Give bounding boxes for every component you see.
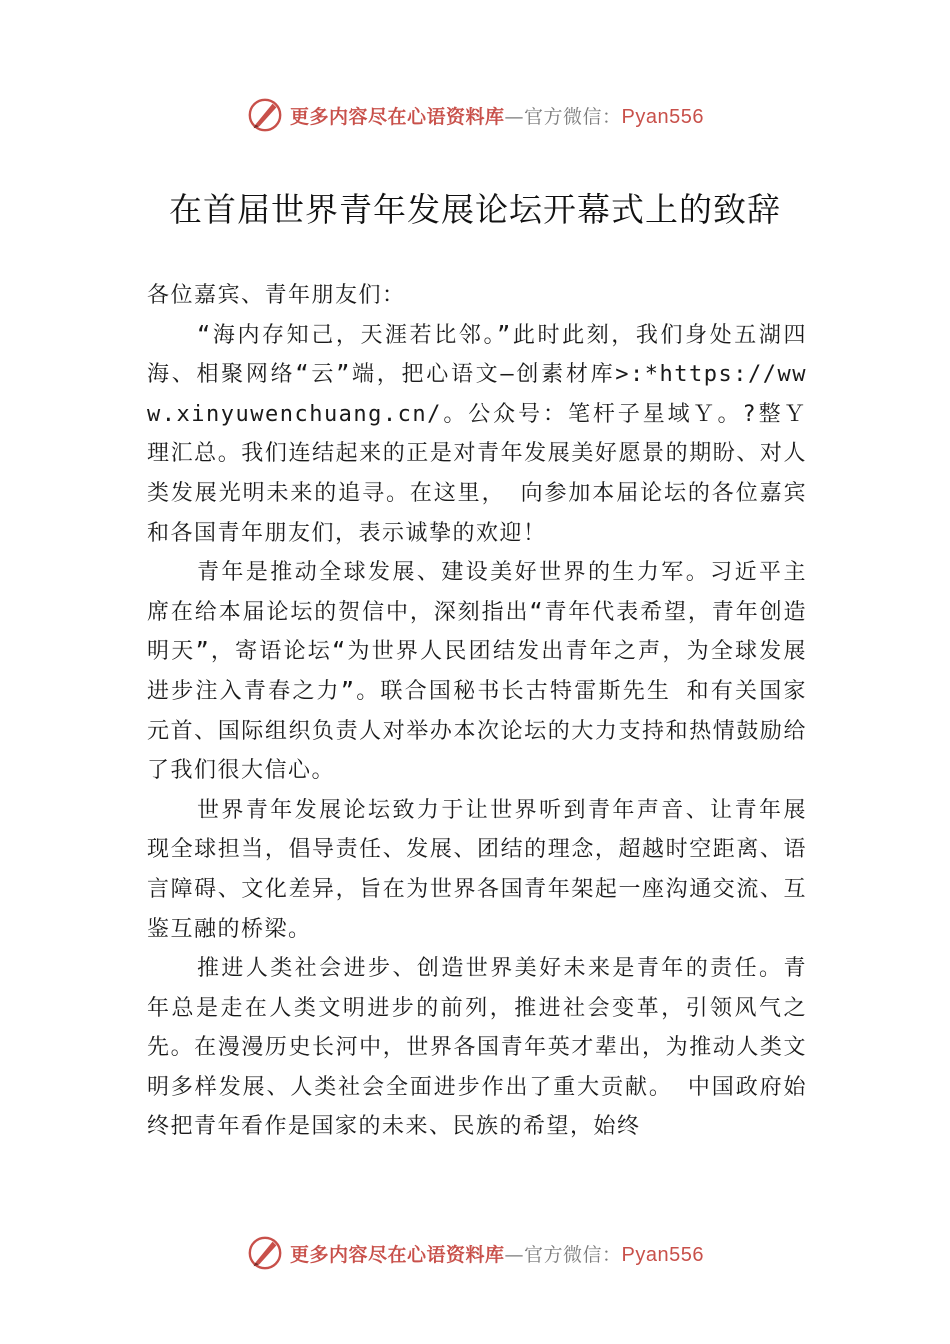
- footer-banner: [0, 1233, 950, 1273]
- banner-dash: —: [504, 105, 525, 128]
- wechat-id: Pyan556: [621, 1243, 704, 1266]
- banner-dash: —: [504, 1243, 525, 1266]
- pen-logo-icon: [246, 96, 284, 134]
- paragraph: 青年是推动全球发展、建设美好世界的生力军。习近平主席在给本届论坛的贺信中，深刻指出“青年代表希望，青年创造明天”，寄语论坛“为世界人民团结发出青年之声，为全球发展进步注入青春之力”。联合国秘书长古特雷斯先生 和有关国家元首、国际组织负责人对举办本次论坛的大力支持和热情鼓励给了我们很大信心。: [147, 560, 807, 784]
- header-banner: [0, 95, 950, 135]
- paragraph: “海内存知己，天涯若比邻。”此时此刻，我们身处五湖四海、相聚网络“云”端，把心语文—创素材库>:*https://www.xinyuwenchuang.cn/。公众号：笔杆子星域Ｙ。?整Ｙ理汇总。我们连结起来的正是对青年发展美好愿景的期盼、对人类发展光明未来的追寻。在这里， 向参加本届论坛的各位嘉宾和各国青年朋友们，表示诚挚的欢迎！: [147, 322, 807, 546]
- brand-text: 更多内容尽在心语资料库: [290, 1243, 505, 1266]
- document-title: 在首届世界青年发展论坛开幕式上的致辞: [169, 190, 781, 229]
- salutation: 各位嘉宾、青年朋友们：: [147, 283, 406, 308]
- wechat-id: Pyan556: [621, 105, 704, 128]
- paragraph: 推进人类社会进步、创造世界美好未来是青年的责任。青年总是走在人类文明进步的前列，推进社会变革，引领风气之先。在漫漫历史长河中，世界各国青年英才辈出，为推动人类文明多样发展、人类社会全面进步作出了重大贡献。 中国政府始终把青年看作是国家的未来、民族的希望，始终: [147, 956, 807, 1140]
- document-body: [147, 276, 807, 1147]
- wechat-label: 官方微信：: [524, 105, 622, 128]
- brand-text: 更多内容尽在心语资料库: [290, 105, 505, 128]
- pen-logo-icon: [246, 1234, 284, 1272]
- paragraph: 世界青年发展论坛致力于让世界听到青年声音、让青年展现全球担当，倡导责任、发展、团结的理念，超越时空距离、语言障碍、文化差异，旨在为世界各国青年架起一座沟通交流、互鉴互融的桥梁。: [147, 797, 807, 942]
- wechat-label: 官方微信：: [524, 1243, 622, 1266]
